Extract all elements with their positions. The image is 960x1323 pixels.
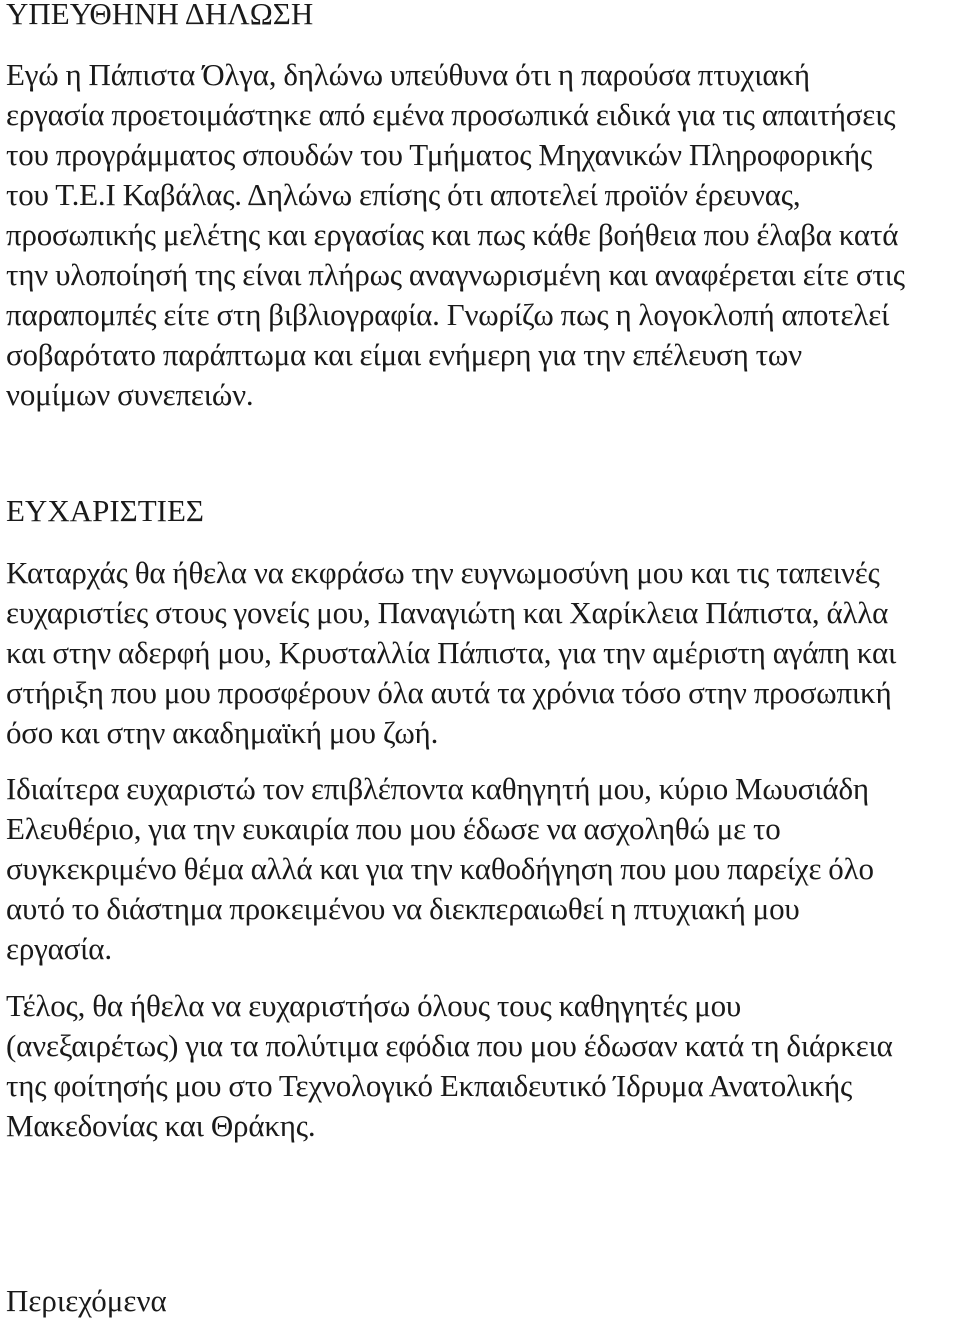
text-line: σοβαρότατο παράπτωμα και είμαι ενήμερη για την επέλευση των xyxy=(6,337,802,372)
text-line: συγκεκριμένο θέμα αλλά και για την καθοδήγηση που μου παρείχε όλο xyxy=(6,851,874,886)
acknowledgements-paragraph-2 xyxy=(6,769,874,969)
text-line: του Τ.Ε.Ι Καβάλας. Δηλώνω επίσης ότι αποτελεί προϊόν έρευνας, xyxy=(6,177,801,212)
text-line: στήριξη που μου προσφέρουν όλα αυτά τα χρόνια τόσο στην προσωπική xyxy=(6,675,892,710)
text-line: Ιδιαίτερα ευχαριστώ τον επιβλέποντα καθηγητή μου, κύριο Μωυσιάδη xyxy=(6,771,869,806)
text-line: Ελευθέριο, για την ευκαιρία που μου έδωσε να ασχοληθώ με το xyxy=(6,811,781,846)
text-line: την υλοποίησή της είναι πλήρως αναγνωρισμένη και αναφέρεται είτε στις xyxy=(6,257,905,292)
text-line: νομίμων συνεπειών. xyxy=(6,377,254,412)
text-line: εργασία. xyxy=(6,931,112,966)
text-line: της φοίτησής μου στο Τεχνολογικό Εκπαιδευτικό Ίδρυμα Ανατολικής xyxy=(6,1068,853,1103)
text-line: Τέλος, θα ήθελα να ευχαριστήσω όλους τους καθηγητές μου xyxy=(6,988,742,1023)
text-line: αυτό το διάστημα προκειμένου να διεκπεραιωθεί η πτυχιακή μου xyxy=(6,891,800,926)
text-line: του προγράμματος σπουδών του Τμήματος Μηχανικών Πληροφορικής xyxy=(6,137,873,172)
declaration-paragraph xyxy=(6,55,905,415)
text-line: ευχαριστίες στους γονείς μου, Παναγιώτη και Χαρίκλεια Πάπιστα, άλλα xyxy=(6,595,889,630)
text-line: Καταρχάς θα ήθελα να εκφράσω την ευγνωμοσύνη μου και τις ταπεινές xyxy=(6,555,880,590)
text-line: εργασία προετοιμάστηκε από εμένα προσωπικά ειδικά για τις απαιτήσεις xyxy=(6,97,896,132)
contents-heading: Περιεχόμενα xyxy=(6,1283,167,1318)
text-line: όσο και στην ακαδημαϊκή μου ζωή. xyxy=(6,715,439,750)
text-line: και στην αδερφή μου, Κρυσταλλία Πάπιστα, για την αμέριστη αγάπη και xyxy=(6,635,897,670)
text-line: Εγώ η Πάπιστα Όλγα, δηλώνω υπεύθυνα ότι η παρούσα πτυχιακή xyxy=(6,57,810,92)
text-line: παραπομπές είτε στη βιβλιογραφία. Γνωρίζω πως η λογοκλοπή αποτελεί xyxy=(6,297,890,332)
text-line: (ανεξαιρέτως) για τα πολύτιμα εφόδια που μου έδωσαν κατά τη διάρκεια xyxy=(6,1028,893,1063)
acknowledgements-heading: ΕΥΧΑΡΙΣΤΙΕΣ xyxy=(6,493,204,528)
acknowledgements-paragraph-3 xyxy=(6,986,893,1146)
text-line: προσωπικής μελέτης και εργασίας και πως κάθε βοήθεια που έλαβα κατά xyxy=(6,217,899,252)
acknowledgements-paragraph-1 xyxy=(6,553,896,753)
declaration-heading: ΥΠΕΥΘΗΝΗ ΔΗΛΩΣΗ xyxy=(6,0,314,31)
text-line: Μακεδονίας και Θράκης. xyxy=(6,1108,316,1143)
